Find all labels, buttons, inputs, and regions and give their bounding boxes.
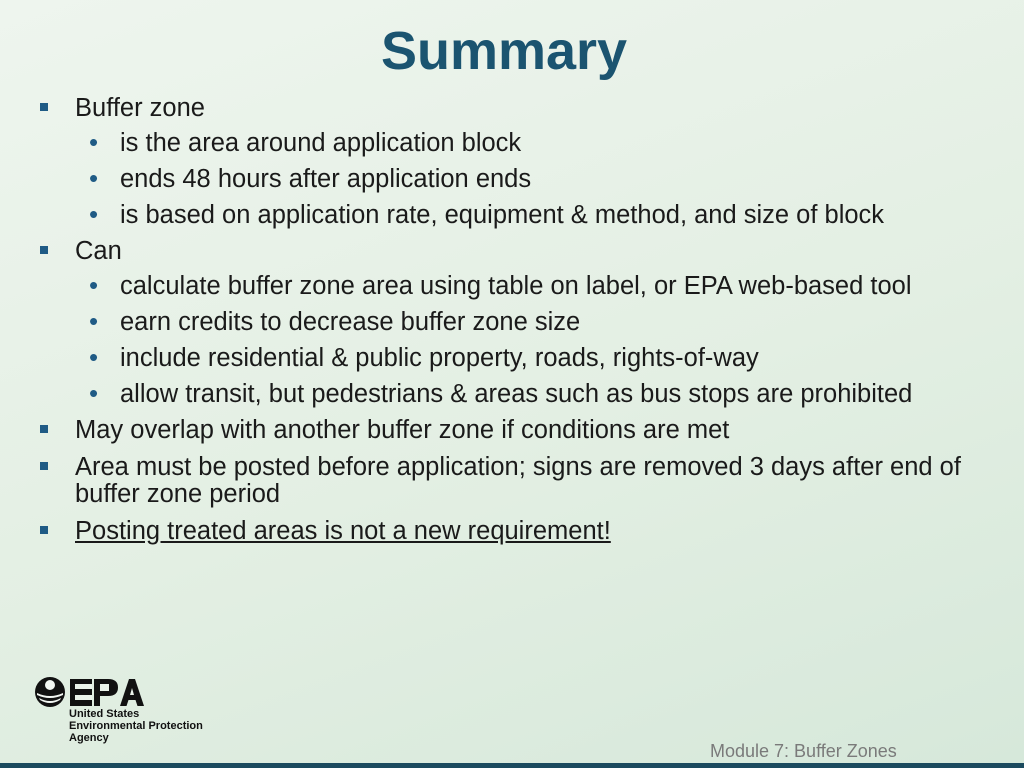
bullet-text: May overlap with another buffer zone if conditions are met: [75, 416, 730, 444]
bullet-posting: [38, 454, 994, 508]
bullet-text: Buffer zone: [75, 94, 205, 122]
square-bullet-icon: [40, 103, 48, 111]
sub-bullet-text: earn credits to decrease buffer zone size: [120, 308, 581, 336]
bullet-can: [38, 238, 994, 407]
dot-bullet-icon: •: [89, 378, 99, 408]
square-bullet-icon: [40, 246, 48, 254]
sub-bullet-text: calculate buffer zone area using table on label, or EPA web-based tool: [120, 272, 912, 300]
module-footer: Module 7: Buffer Zones: [710, 741, 897, 761]
dot-bullet-icon: •: [89, 270, 99, 300]
sub-bullet: [75, 127, 994, 157]
epa-flower-icon: [34, 676, 144, 710]
slide-title: Summary: [380, 21, 628, 81]
square-bullet-icon: [40, 425, 48, 433]
bottom-bar: [0, 763, 1024, 768]
bullet-buffer-zone: [38, 95, 994, 228]
sub-bullet: [75, 270, 994, 300]
sub-bullet: [75, 378, 994, 408]
sub-bullet: [75, 163, 994, 193]
bullet-not-new: [38, 518, 994, 545]
dot-bullet-icon: •: [89, 127, 99, 157]
epa-logo: [34, 672, 234, 752]
bullet-text: Posting treated areas is not a new requirement!: [75, 517, 611, 545]
sub-bullet: [75, 199, 994, 229]
sub-bullet-text: allow transit, but pedestrians & areas such as bus stops are prohibited: [120, 380, 913, 408]
sub-bullet-text: is the area around application block: [120, 129, 522, 157]
dot-bullet-icon: •: [89, 163, 99, 193]
bullet-overlap: [38, 417, 994, 444]
sub-bullet-list: [75, 270, 994, 408]
bullet-text: Area must be posted before application; signs are removed 3 days after end of buffer zone period: [75, 453, 961, 508]
square-bullet-icon: [40, 526, 48, 534]
square-bullet-icon: [40, 462, 48, 470]
dot-bullet-icon: •: [89, 342, 99, 372]
sub-bullet-text: ends 48 hours after application ends: [120, 165, 532, 193]
dot-bullet-icon: •: [89, 306, 99, 336]
bullet-text: Can: [75, 237, 122, 265]
sub-bullet-text: is based on application rate, equipment & method, and size of block: [120, 201, 885, 229]
sub-bullet-list: [75, 127, 994, 229]
sub-bullet: [75, 342, 994, 372]
sub-bullet: [75, 306, 994, 336]
sub-bullet-text: include residential & public property, roads, rights-of-way: [120, 344, 759, 372]
dot-bullet-icon: •: [89, 199, 99, 229]
bullet-list: [38, 95, 994, 555]
agency-name: United States Environmental Protection Agency: [69, 708, 203, 744]
